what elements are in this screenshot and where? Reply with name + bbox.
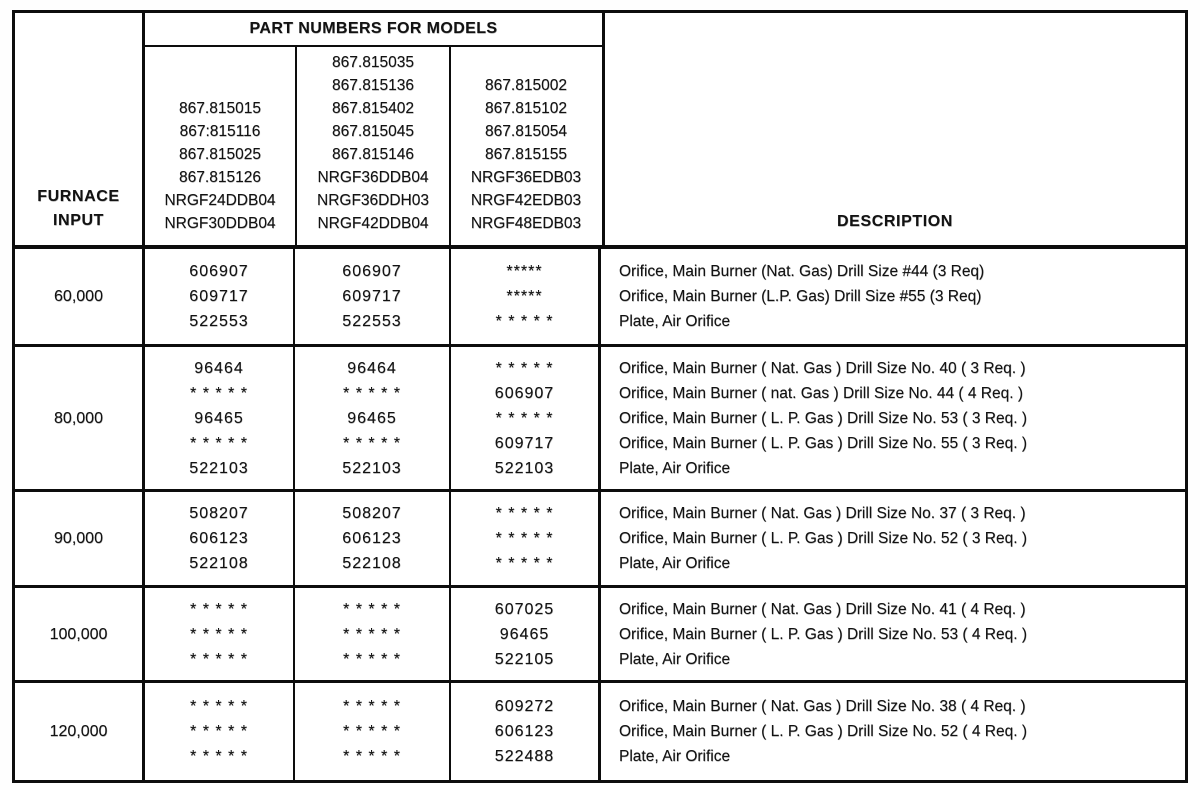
cell-line: * * * * * (495, 505, 554, 522)
table-header-row (15, 13, 1185, 249)
table-row-90000 (15, 492, 1185, 588)
cell-line: 867:815116 (179, 123, 261, 140)
table-row-80000 (15, 347, 1185, 492)
cell-line: Orifice, Main Burner (L.P. Gas) Drill Size #55 (3 Req) (619, 288, 982, 305)
cell-line: 867.815136 (332, 77, 414, 94)
parts-cell-col1 (145, 249, 295, 344)
cell-line: Plate, Air Orifice (619, 313, 731, 330)
cell-line: * * * * * (190, 600, 248, 618)
parts-cell-col1 (145, 347, 295, 489)
furnace-input-cell: 80,000 (15, 347, 145, 489)
parts-cell-col2 (295, 347, 451, 489)
part-numbers-title: PART NUMBERS FOR MODELS (145, 13, 602, 47)
furnace-input-header (15, 13, 145, 245)
cell-line: * * * * * (495, 530, 554, 547)
cell-line: 606907 (342, 263, 402, 280)
cell-line: Orifice, Main Burner ( Nat. Gas ) Drill Size No. 40 ( 3 Req. ) (619, 359, 1026, 377)
cell-line: Orifice, Main Burner ( L. P. Gas ) Drill Size No. 52 ( 3 Req. ) (619, 530, 1028, 547)
parts-cell-col1 (145, 588, 295, 680)
parts-cell-col3 (451, 347, 601, 489)
cell-line: Plate, Air Orifice (619, 555, 731, 572)
cell-line: NRGF42DDB04 (317, 215, 429, 232)
cell-line: NRGF36EDB03 (470, 169, 582, 186)
cell-line: NRGF36DDH03 (317, 192, 429, 209)
cell-line: ***** (506, 263, 543, 280)
cell-line: * * * * * (190, 650, 248, 668)
part-numbers-header-group (145, 13, 605, 245)
cell-line: * * * * * (190, 748, 248, 765)
cell-line: * * * * * (190, 434, 248, 452)
cell-line: * * * * * (343, 384, 401, 402)
cell-line: Orifice, Main Burner ( Nat. Gas ) Drill Size No. 38 ( 4 Req. ) (619, 698, 1026, 715)
parts-cell-col3 (451, 588, 601, 680)
cell-line: 96464 (194, 359, 244, 377)
cell-line: * * * * * (190, 625, 248, 643)
cell-line: * * * * * (343, 434, 401, 452)
cell-line: 867.815015 (179, 100, 261, 117)
description-cell (601, 683, 1185, 780)
description-cell (601, 492, 1185, 585)
cell-line: 96465 (347, 409, 397, 427)
cell-line: NRGF24DDB04 (164, 192, 276, 209)
cell-line: * * * * * (343, 600, 401, 618)
cell-line: Orifice, Main Burner ( L. P. Gas ) Drill Size No. 55 ( 3 Req. ) (619, 434, 1028, 452)
cell-line: 609717 (189, 288, 249, 305)
cell-line: 522553 (342, 313, 402, 330)
furnace-input-header-line2: INPUT (53, 212, 104, 229)
cell-line: 867.815045 (332, 123, 414, 140)
parts-cell-col2 (295, 588, 451, 680)
parts-cell-col3 (451, 683, 601, 780)
furnace-input-cell: 120,000 (15, 683, 145, 780)
furnace-parts-table (12, 10, 1188, 783)
model-column-1 (145, 47, 295, 245)
cell-line: NRGF30DDB04 (164, 215, 276, 232)
cell-line: Orifice, Main Burner ( Nat. Gas ) Drill Size No. 41 ( 4 Req. ) (619, 600, 1026, 618)
cell-line: 867.815402 (332, 100, 414, 117)
cell-line: 606123 (189, 530, 249, 547)
cell-line: 522105 (494, 650, 555, 668)
cell-line: * * * * * (190, 384, 248, 402)
cell-line: 609717 (494, 434, 555, 452)
cell-line: 522103 (189, 459, 249, 477)
cell-line: 609717 (342, 288, 402, 305)
cell-line: 508207 (342, 505, 402, 522)
cell-line: 522488 (494, 748, 555, 765)
cell-line: 607025 (494, 600, 555, 618)
cell-line: 606123 (342, 530, 402, 547)
cell-line: * * * * * (495, 409, 554, 427)
cell-line: 96464 (347, 359, 397, 377)
cell-line: 96465 (194, 409, 244, 427)
parts-cell-col1 (145, 683, 295, 780)
cell-line: * * * * * (343, 748, 401, 765)
cell-line: 522103 (494, 459, 555, 477)
cell-line: ***** (506, 288, 543, 305)
cell-line: * * * * * (343, 650, 401, 668)
description-cell (601, 588, 1185, 680)
model-column-2 (295, 47, 451, 245)
cell-line: Orifice, Main Burner ( L. P. Gas ) Drill Size No. 52 ( 4 Req. ) (619, 723, 1028, 740)
cell-line: * * * * * (343, 625, 401, 643)
furnace-input-cell: 100,000 (15, 588, 145, 680)
parts-cell-col2 (295, 683, 451, 780)
model-column-3 (451, 47, 601, 245)
cell-line: 867.815002 (485, 77, 567, 94)
furnace-input-cell: 90,000 (15, 492, 145, 585)
cell-line: 606123 (494, 723, 555, 740)
cell-line: * * * * * (190, 698, 248, 715)
description-cell (601, 249, 1185, 344)
cell-line: * * * * * (495, 555, 554, 572)
table-row-100000 (15, 588, 1185, 683)
table-row-60000 (15, 249, 1185, 347)
description-cell (601, 347, 1185, 489)
cell-line: Plate, Air Orifice (619, 748, 731, 765)
cell-line: 867.815102 (485, 100, 567, 117)
cell-line: * * * * * (343, 698, 401, 715)
cell-line: 522553 (189, 313, 249, 330)
cell-line: 867.815035 (332, 54, 414, 71)
cell-line: 867.815146 (332, 146, 414, 163)
cell-line: Orifice, Main Burner ( nat. Gas ) Drill Size No. 44 ( 4 Req. ) (619, 384, 1023, 402)
cell-line: 96465 (499, 625, 550, 643)
description-header-label: DESCRIPTION (837, 213, 953, 230)
cell-line: NRGF42EDB03 (470, 192, 582, 209)
model-columns (145, 47, 602, 245)
scan-speckles (0, 0, 2, 2)
cell-line: 606907 (494, 384, 555, 402)
cell-line: 522108 (189, 555, 249, 572)
cell-line: 609272 (494, 698, 555, 715)
parts-cell-col3 (451, 249, 601, 344)
parts-cell-col1 (145, 492, 295, 585)
cell-line: Plate, Air Orifice (619, 650, 731, 668)
cell-line: * * * * * (190, 723, 248, 740)
furnace-input-cell: 60,000 (15, 249, 145, 344)
table-row-120000 (15, 683, 1185, 780)
cell-line: 522108 (342, 555, 402, 572)
cell-line: 606907 (189, 263, 249, 280)
cell-line: Orifice, Main Burner ( L. P. Gas ) Drill Size No. 53 ( 3 Req. ) (619, 409, 1028, 427)
parts-cell-col2 (295, 249, 451, 344)
cell-line: * * * * * (343, 723, 401, 740)
cell-line: NRGF36DDB04 (317, 169, 429, 186)
cell-line: NRGF48EDB03 (470, 215, 582, 232)
cell-line: 508207 (189, 505, 249, 522)
cell-line: 867.815054 (485, 123, 567, 140)
cell-line: 867.815025 (179, 146, 261, 163)
parts-cell-col2 (295, 492, 451, 585)
cell-line: Orifice, Main Burner (Nat. Gas) Drill Size #44 (3 Req) (619, 263, 985, 280)
cell-line: 867.815126 (179, 169, 261, 186)
cell-line: * * * * * (495, 313, 554, 330)
cell-line: Orifice, Main Burner ( Nat. Gas ) Drill Size No. 37 ( 3 Req. ) (619, 505, 1026, 522)
cell-line: Plate, Air Orifice (619, 459, 731, 477)
description-header (605, 13, 1185, 245)
furnace-input-header-line1: FURNACE (37, 188, 120, 205)
cell-line: 522103 (342, 459, 402, 477)
cell-line: Orifice, Main Burner ( L. P. Gas ) Drill Size No. 53 ( 4 Req. ) (619, 625, 1028, 643)
parts-cell-col3 (451, 492, 601, 585)
cell-line: * * * * * (495, 359, 554, 377)
cell-line: 867.815155 (485, 146, 567, 163)
